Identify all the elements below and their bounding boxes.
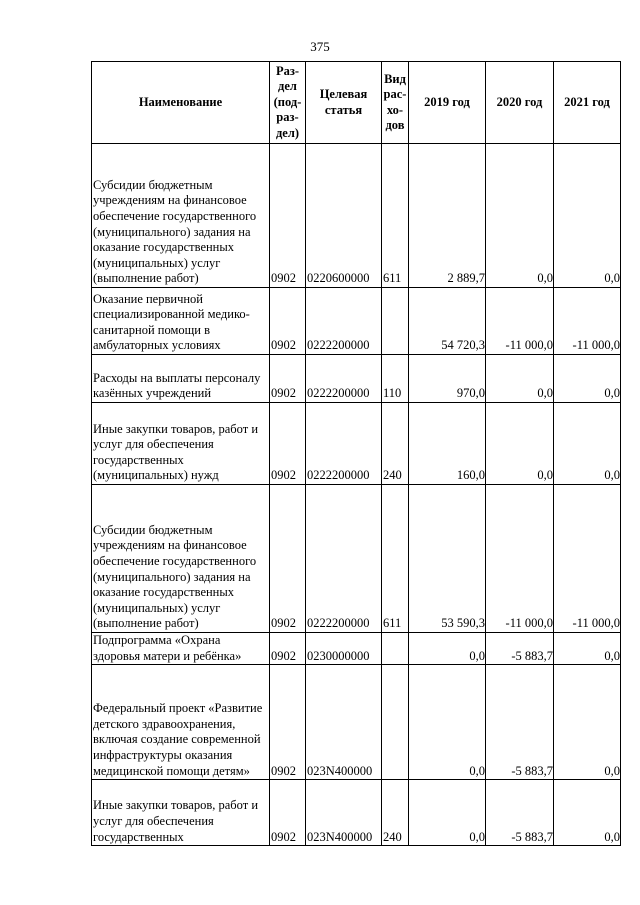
row-2021: 0,0 xyxy=(554,633,621,665)
col-header-expense-type: Вид рас-хо-дов xyxy=(382,62,409,144)
row-target: 023N400000 xyxy=(306,780,382,846)
row-2019: 160,0 xyxy=(409,403,486,485)
row-expense-type: 611 xyxy=(382,144,409,288)
table-row xyxy=(92,403,621,485)
row-section: 0902 xyxy=(270,485,306,633)
header-row xyxy=(92,62,621,144)
row-2019: 53 590,3 xyxy=(409,485,486,633)
row-2019: 970,0 xyxy=(409,355,486,403)
page-number: 375 xyxy=(310,39,330,54)
row-target: 0222200000 xyxy=(306,355,382,403)
col-header-target: Целевая статья xyxy=(306,62,382,144)
row-2020: -5 883,7 xyxy=(486,633,554,665)
row-2020: 0,0 xyxy=(486,403,554,485)
row-expense-type: 110 xyxy=(382,355,409,403)
row-name: Федеральный проект «Развитие детского здравоохранения, включая создание современной инфраструктуры оказания медицинской помощи детям» xyxy=(92,665,270,780)
row-target: 0230000000 xyxy=(306,633,382,665)
row-section: 0902 xyxy=(270,403,306,485)
row-2019: 54 720,3 xyxy=(409,288,486,355)
row-target: 023N400000 xyxy=(306,665,382,780)
row-2021: 0,0 xyxy=(554,144,621,288)
row-expense-type: 611 xyxy=(382,485,409,633)
row-2019: 0,0 xyxy=(409,665,486,780)
row-2020: 0,0 xyxy=(486,355,554,403)
table-row xyxy=(92,355,621,403)
table-row xyxy=(92,780,621,846)
row-2020: -11 000,0 xyxy=(486,485,554,633)
row-name: Оказание первичной специализированной медико-санитарной помощи в амбулаторных условиях xyxy=(92,288,270,355)
row-2019: 0,0 xyxy=(409,633,486,665)
table-row xyxy=(92,144,621,288)
row-name: Расходы на выплаты персоналу казённых учреждений xyxy=(92,355,270,403)
row-2020: -11 000,0 xyxy=(486,288,554,355)
row-2021: -11 000,0 xyxy=(554,485,621,633)
row-expense-type xyxy=(382,633,409,665)
table-row xyxy=(92,665,621,780)
row-expense-type: 240 xyxy=(382,403,409,485)
row-section: 0902 xyxy=(270,633,306,665)
row-section: 0902 xyxy=(270,288,306,355)
row-2021: -11 000,0 xyxy=(554,288,621,355)
row-section: 0902 xyxy=(270,355,306,403)
col-header-2021: 2021 год xyxy=(554,62,621,144)
budget-table xyxy=(91,61,621,846)
row-expense-type: 240 xyxy=(382,780,409,846)
row-section: 0902 xyxy=(270,144,306,288)
row-2019: 0,0 xyxy=(409,780,486,846)
row-target: 0222200000 xyxy=(306,485,382,633)
row-target: 0222200000 xyxy=(306,288,382,355)
col-header-2020: 2020 год xyxy=(486,62,554,144)
row-target: 0220600000 xyxy=(306,144,382,288)
row-target: 0222200000 xyxy=(306,403,382,485)
row-2021: 0,0 xyxy=(554,355,621,403)
row-2020: -5 883,7 xyxy=(486,665,554,780)
row-expense-type xyxy=(382,665,409,780)
col-header-section: Раз-дел (под-раз-дел) xyxy=(270,62,306,144)
row-name: Подпрограмма «Охрана здоровья матери и ребёнка» xyxy=(92,633,270,665)
row-name: Субсидии бюджетным учреждениям на финансовое обеспечение государственного (муниципального) задания на оказание государственных (муниципальных) услуг (выполнение работ) xyxy=(92,144,270,288)
col-header-2019: 2019 год xyxy=(409,62,486,144)
col-header-name: Наименование xyxy=(92,62,270,144)
row-section: 0902 xyxy=(270,780,306,846)
row-name: Иные закупки товаров, работ и услуг для обеспечения государственных (муниципальных) нужд xyxy=(92,403,270,485)
table-row xyxy=(92,485,621,633)
row-section: 0902 xyxy=(270,665,306,780)
row-name: Иные закупки товаров, работ и услуг для обеспечения государственных xyxy=(92,780,270,846)
table-row xyxy=(92,633,621,665)
row-2021: 0,0 xyxy=(554,403,621,485)
row-expense-type xyxy=(382,288,409,355)
table-row xyxy=(92,288,621,355)
row-2019: 2 889,7 xyxy=(409,144,486,288)
row-2021: 0,0 xyxy=(554,665,621,780)
row-2021: 0,0 xyxy=(554,780,621,846)
row-2020: 0,0 xyxy=(486,144,554,288)
row-name: Субсидии бюджетным учреждениям на финансовое обеспечение государственного (муниципального) задания на оказание государственных (муниципальных) услуг (выполнение работ) xyxy=(92,485,270,633)
row-2020: -5 883,7 xyxy=(486,780,554,846)
